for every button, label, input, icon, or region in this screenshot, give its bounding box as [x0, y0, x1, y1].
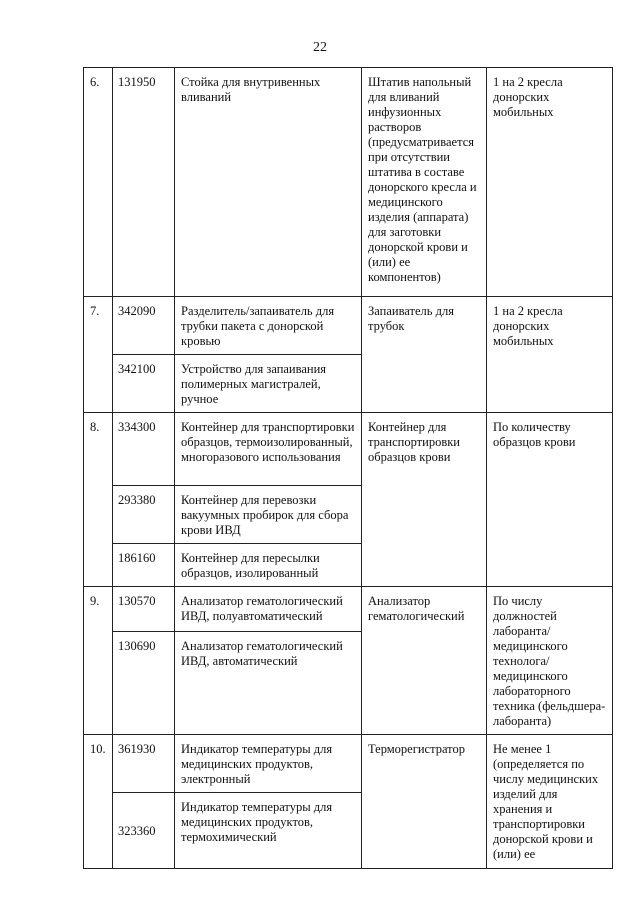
table-row	[84, 587, 613, 632]
quantity-requirement: 1 на 2 кресла донорских мобильных	[487, 68, 613, 297]
item-code: 334300	[113, 413, 175, 486]
item-name: Устройство для запаивания полимерных магистралей, ручное	[175, 355, 362, 413]
item-code: 361930	[113, 735, 175, 793]
item-name: Анализатор гематологический ИВД, автоматический	[175, 632, 362, 735]
table-row	[84, 297, 613, 355]
row-number: 6.	[84, 68, 113, 297]
equipment-table	[83, 67, 613, 869]
row-number: 10.	[84, 735, 113, 869]
item-name: Контейнер для перевозки вакуумных пробирок для сбора крови ИВД	[175, 486, 362, 544]
page-number: 22	[313, 40, 327, 55]
item-name: Стойка для внутривенных вливаний	[175, 68, 362, 297]
item-code: 342100	[113, 355, 175, 413]
table-row	[84, 68, 613, 297]
item-name: Индикатор температуры для медицинских продуктов, электронный	[175, 735, 362, 793]
item-code: 342090	[113, 297, 175, 355]
item-name: Индикатор температуры для медицинских продуктов, термохимический	[175, 793, 362, 869]
equipment-name: Штатив напольный для вливаний инфузионных растворов (предусматривается при отсутствии штатива в составе донорского кресла и медицинского изделия (аппарата) для заготовки донорской крови и (или) ее компонентов)	[362, 68, 487, 297]
equipment-name: Запаиватель для трубок	[362, 297, 487, 413]
item-code: 130570	[113, 587, 175, 632]
quantity-requirement: Не менее 1 (определяется по числу медицинских изделий для хранения и транспортировки донорской крови и (или) ее	[487, 735, 613, 869]
item-name: Разделитель/запаиватель для трубки пакета с донорской кровью	[175, 297, 362, 355]
table-row	[84, 735, 613, 793]
item-name: Контейнер для пересылки образцов, изолированный	[175, 544, 362, 587]
item-name: Анализатор гематологический ИВД, полуавтоматический	[175, 587, 362, 632]
item-code: 323360	[113, 793, 175, 869]
quantity-requirement: По количеству образцов крови	[487, 413, 613, 587]
equipment-name: Контейнер для транспортировки образцов крови	[362, 413, 487, 587]
equipment-name: Анализатор гематологический	[362, 587, 487, 735]
quantity-requirement: По числу должностей лаборанта/ медицинского технолога/ медицинского лабораторного техника (фельдшера-лаборанта)	[487, 587, 613, 735]
item-code: 293380	[113, 486, 175, 544]
quantity-requirement: 1 на 2 кресла донорских мобильных	[487, 297, 613, 413]
row-number: 8.	[84, 413, 113, 587]
table-row	[84, 413, 613, 486]
item-code: 186160	[113, 544, 175, 587]
row-number: 7.	[84, 297, 113, 413]
item-code: 130690	[113, 632, 175, 735]
row-number: 9.	[84, 587, 113, 735]
item-name: Контейнер для транспортировки образцов, термоизолированный, многоразового использования	[175, 413, 362, 486]
equipment-name: Терморегистратор	[362, 735, 487, 869]
item-code: 131950	[113, 68, 175, 297]
